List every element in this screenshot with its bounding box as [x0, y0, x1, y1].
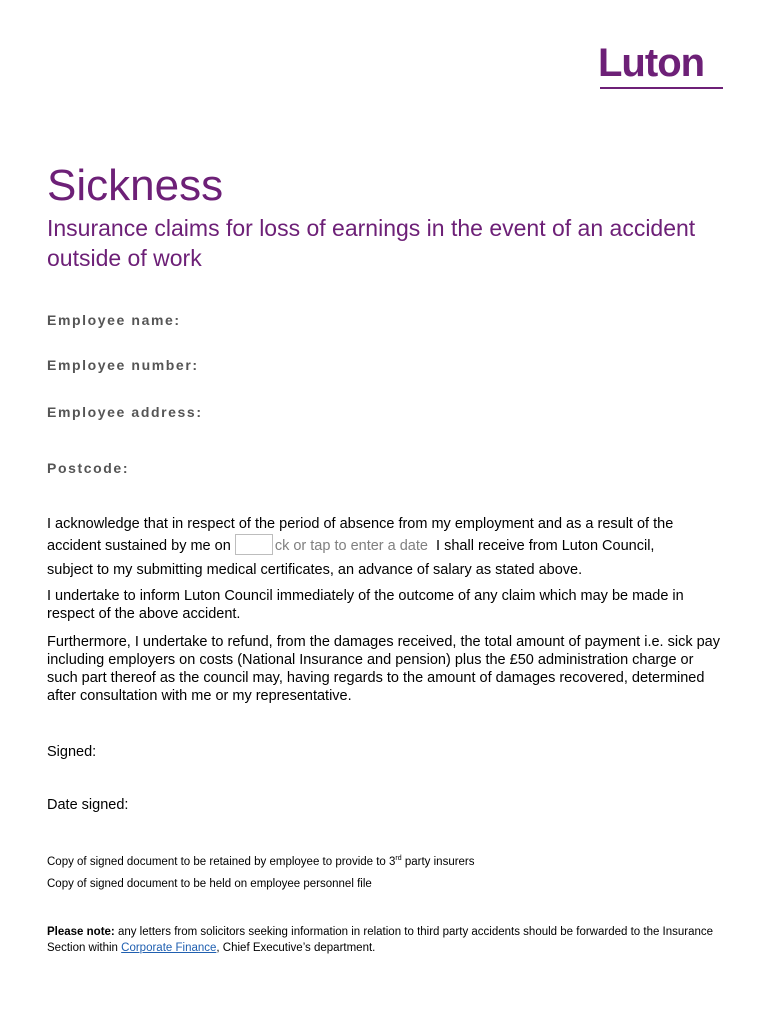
copy-retained-prefix: Copy of signed document to be retained by employee to provide to 3 [47, 855, 396, 868]
refund-paragraph: Furthermore, I undertake to refund, from the damages received, the total amount of payment i.e. sick pay including employers on costs (National Insurance and pension) plus the £50 administration charge or such part thereof as the council may, having regards to the amount of damages recovered, determined after consultation with me or my representative. [47, 634, 720, 704]
employee-number-label: Employee number: [47, 357, 199, 373]
signed-label: Signed: [47, 744, 97, 760]
corporate-finance-link[interactable]: Corporate Finance [121, 942, 217, 954]
acknowledgement-line-3: subject to my submitting medical certificates, an advance of salary as stated above. [47, 562, 583, 578]
copy-retained-sup: rd [395, 855, 402, 862]
please-note-label: Please note: [47, 926, 115, 938]
please-note-text-1: any letters from solicitors seeking information in relation to third party accidents should be forwarded to the Insurance Section within [47, 926, 714, 954]
please-note-text-2: , Chief Executive’s department. [216, 942, 376, 954]
date-signed-label: Date signed: [47, 797, 129, 813]
please-note [47, 924, 737, 956]
luton-logo: Luton [598, 41, 705, 85]
page-title: Sickness [47, 161, 224, 210]
logo-underline [600, 87, 723, 89]
acknowledgement-suffix: I shall receive from Luton Council, [436, 538, 655, 554]
copy-retained-note [47, 851, 737, 870]
postcode-label: Postcode: [47, 460, 130, 476]
copy-personnel-note: Copy of signed document to be held on employee personnel file [47, 878, 372, 890]
acknowledgement-prefix: accident sustained by me on [47, 538, 231, 554]
page-subtitle: Insurance claims for loss of earnings in the event of an accident outside of work [47, 215, 696, 271]
date-picker-field[interactable] [235, 534, 273, 555]
employee-address-label: Employee address: [47, 404, 203, 420]
acknowledgement-line-1: I acknowledge that in respect of the period of absence from my employment and as a result of the [47, 516, 674, 532]
date-placeholder[interactable]: ck or tap to enter a date [274, 538, 428, 554]
employee-name-label: Employee name: [47, 312, 181, 328]
undertake-paragraph: I undertake to inform Luton Council immediately of the outcome of any claim which may be made in respect of the above accident. [47, 588, 684, 622]
copy-retained-suffix: party insurers [401, 855, 475, 868]
acknowledgement-paragraph [47, 515, 727, 579]
